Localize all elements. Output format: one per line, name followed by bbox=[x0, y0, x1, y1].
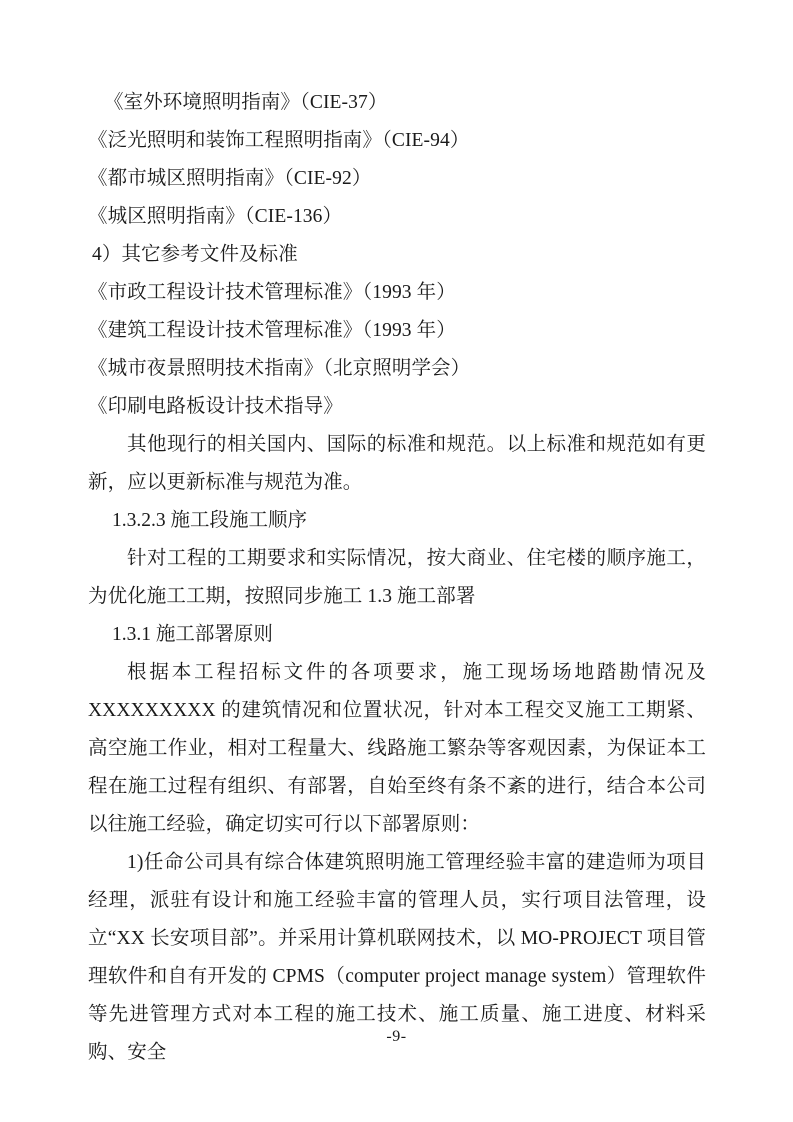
paragraph-construction-order: 针对工程的工期要求和实际情况，按大商业、住宅楼的顺序施工，为优化施工工期，按照同步施工 1.3 施工部署 bbox=[88, 548, 706, 607]
paragraph-principle-1: 1)任命公司具有综合体建筑照明施工管理经验丰富的建造师为项目经理，派驻有设计和施工经验丰富的管理人员，实行项目法管理，设立“XX 长安项目部”。并采用计算机联网技术，以 MO-PROJECT 项目管理软件和自有开发的 CPMS（computer project manage system）管理软件等先进管理方式对本工程的施工技术、施工质量、施工进度、材料采购、安全 bbox=[88, 852, 706, 1063]
reference-line-municipal-standard-1993: 《市政工程设计技术管理标准》（1993 年） bbox=[88, 282, 456, 303]
section-other-references-label: 4）其它参考文件及标准 bbox=[92, 244, 298, 265]
page-number-footer: -9- bbox=[386, 1028, 407, 1045]
paragraph-deployment-basis: 根据本工程招标文件的各项要求，施工现场场地踏勘情况及 XXXXXXXXX 的建筑情况和位置状况，针对本工程交叉施工工期紧、高空施工作业，相对工程量大、线路施工繁杂等客观因素，为保证本工程在施工过程有组织、有部署，自始至终有条不紊的进行，结合本公司以往施工经验，确定切实可行以下部署原则： bbox=[88, 662, 706, 835]
reference-line-urban-night-lighting-guide: 《城市夜景照明技术指南》（北京照明学会） bbox=[88, 358, 471, 379]
reference-line-pcb-design-guide: 《印刷电路板设计技术指导》 bbox=[88, 396, 343, 417]
reference-line-cie-92: 《都市城区照明指南》（CIE-92） bbox=[88, 168, 372, 189]
paragraph-standards-note: 其他现行的相关国内、国际的标准和规范。以上标准和规范如有更新，应以更新标准与规范为准。 bbox=[88, 434, 706, 493]
reference-line-cie-136: 《城区照明指南》（CIE-136） bbox=[88, 206, 343, 227]
document-body bbox=[88, 84, 706, 1072]
heading-1-3-2-3: 1.3.2.3 施工段施工顺序 bbox=[112, 510, 308, 531]
heading-1-3-1: 1.3.1 施工部署原则 bbox=[112, 624, 273, 645]
reference-line-architectural-standard-1993: 《建筑工程设计技术管理标准》（1993 年） bbox=[88, 320, 456, 341]
reference-line-cie-94: 《泛光照明和装饰工程照明指南》（CIE-94） bbox=[88, 130, 470, 151]
reference-line-cie-37: 《室外环境照明指南》（CIE-37） bbox=[104, 92, 388, 113]
